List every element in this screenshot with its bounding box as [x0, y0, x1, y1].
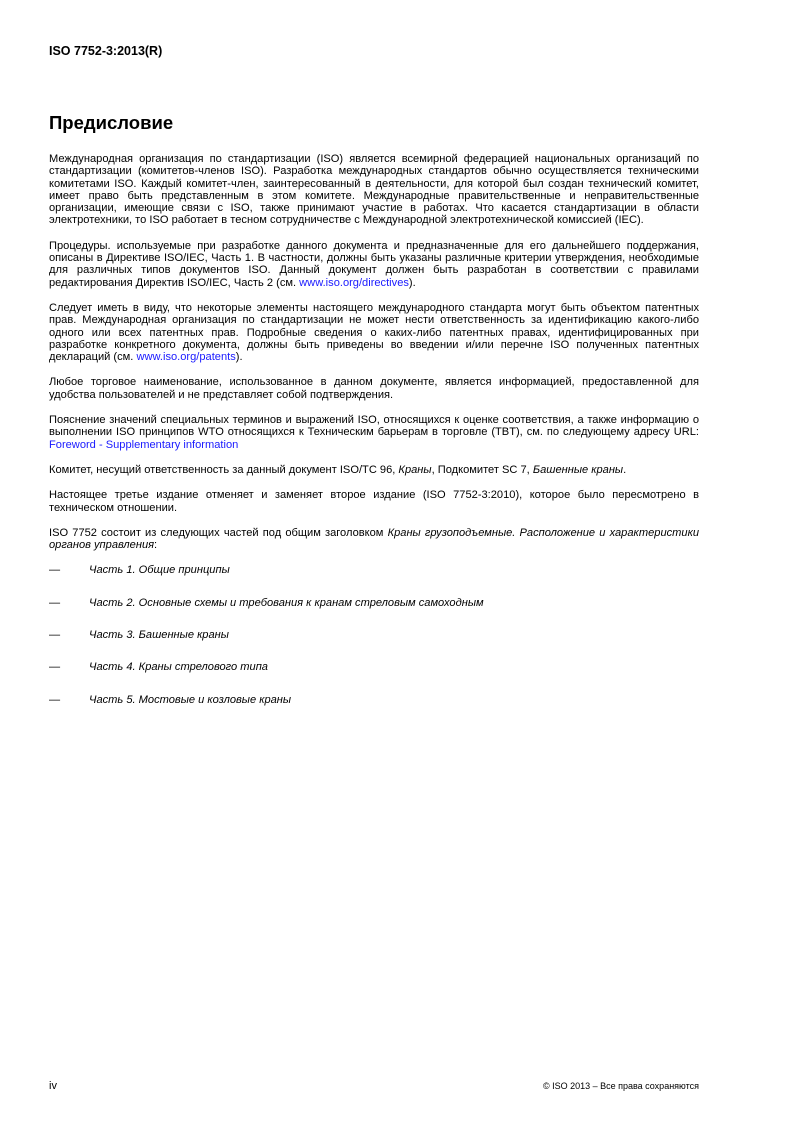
list-dash: — — [49, 693, 61, 706]
list-dash: — — [49, 596, 61, 609]
committee-text-a: Комитет, несущий ответственность за данный документ ISO/TC 96, — [49, 463, 399, 476]
page-title: Предисловие — [49, 112, 174, 133]
paragraph-procedures-tail: ). — [408, 276, 416, 289]
committee-text-e: . — [623, 463, 627, 476]
patents-link[interactable]: www.iso.org/patents — [136, 351, 236, 364]
list-item — [49, 661, 699, 673]
list-dash: — — [49, 629, 61, 642]
parts-intro-general-title: Краны грузоподъемные. Расположение и характеристики органов управления — [49, 526, 700, 552]
list-dash: — — [49, 661, 61, 674]
parts-intro-text-a: ISO 7752 состоит из следующих частей под общим заголовком — [49, 526, 388, 539]
list-item — [49, 597, 699, 609]
paragraph-patents-tail: ). — [235, 351, 243, 364]
part-label: Часть 3. Башенные краны — [89, 629, 229, 642]
paragraph-procedures — [49, 240, 699, 289]
paragraph-conformity-text: Пояснение значений специальных терминов и выражений ISO, относящихся к оценке соответствия, а также информацию о выполнении ISO принципов WTO относящихся к Техническим барьерам в торговле (TBT), см. по следующему адресу URL: — [49, 414, 699, 439]
paragraph-patents — [49, 302, 699, 363]
list-item — [49, 564, 699, 576]
paragraph-parts-intro — [49, 527, 699, 552]
part-label: Часть 1. Общие принципы — [89, 564, 230, 577]
part-label: Часть 2. Основные схемы и требования к кранам стреловым самоходным — [89, 596, 484, 609]
paragraph-patents-text: Следует иметь в виду, что некоторые элементы настоящего международного стандарта могут быть объектом патентных прав. Международная организация по стандартизации не может нести ответственность за идентификацию какого-либо одного или всех патентных прав. Подробные сведения о каких-либо патентных правах, идентифицированных при разработке конкретного документа, должны быть приведены во введении и/или перечне ISO полученных патентных деклараций (см. — [49, 301, 699, 364]
document-id-header: ISO 7752-3:2013(R) — [49, 44, 163, 58]
list-item — [49, 629, 699, 641]
paragraph-conformity — [49, 414, 699, 451]
paragraph-procedures-text: Процедуры. используемые при разработке данного документа и предназначенные для его дальнейшего поддержания, описаны в Директиве ISO/IEC, Часть 1. В частности, должны быть указаны различные критерии утверждения, необходимые для различных типов документов ISO. Данный документ должен быть разработан в соответствии с правилами редактирования Директив ISO/IEC, Часть 2 (см. — [49, 239, 699, 289]
list-dash: — — [49, 564, 61, 577]
part-label: Часть 4. Краны стрелового типа — [89, 661, 268, 674]
directives-link[interactable]: www.iso.org/directives — [299, 276, 409, 289]
paragraph-committee — [49, 464, 699, 476]
part-label: Часть 5. Мостовые и козловые краны — [89, 693, 292, 706]
paragraph-edition: Настоящее третье издание отменяет и заменяет второе издание (ISO 7752-3:2010), которое было пересмотрено в техническом отношении. — [49, 489, 699, 514]
supplementary-info-link[interactable]: Foreword - Supplementary information — [49, 438, 239, 451]
page-number: iv — [49, 1080, 57, 1092]
parts-list — [49, 564, 699, 705]
paragraph-trade-name: Любое торговое наименование, использованное в данном документе, является информацией, предоставленной для удобства пользователей и не представляет собой подтверждения. — [49, 376, 699, 401]
parts-intro-text-c: : — [154, 539, 158, 552]
committee-text-tower-cranes: Башенные краны — [532, 463, 624, 476]
committee-text-c: , Подкомитет SC 7, — [431, 463, 533, 476]
copyright-notice: © ISO 2013 – Все права сохраняются — [542, 1081, 699, 1091]
list-item — [49, 694, 699, 706]
paragraph-iso-intro: Международная организация по стандартизации (ISO) является всемирной федерацией национальных организаций по стандартизации (комитетов-членов ISO). Разработка международных стандартов обычно осуществляется техническими комитетами ISO. Каждый комитет-член, заинтересованный в деятельности, для которой был создан технический комитет, имеет право быть представленным в этом комитете. Международные правительственные и неправительственные организации, имеющие связи с ISO, также принимают участие в работах. Что касается стандартизации в области электротехники, то ISO работает в тесном сотрудничестве с Международной электротехнической комиссией (IEC). — [49, 153, 699, 227]
foreword-body — [49, 153, 699, 726]
committee-text-cranes: Краны — [398, 463, 432, 476]
